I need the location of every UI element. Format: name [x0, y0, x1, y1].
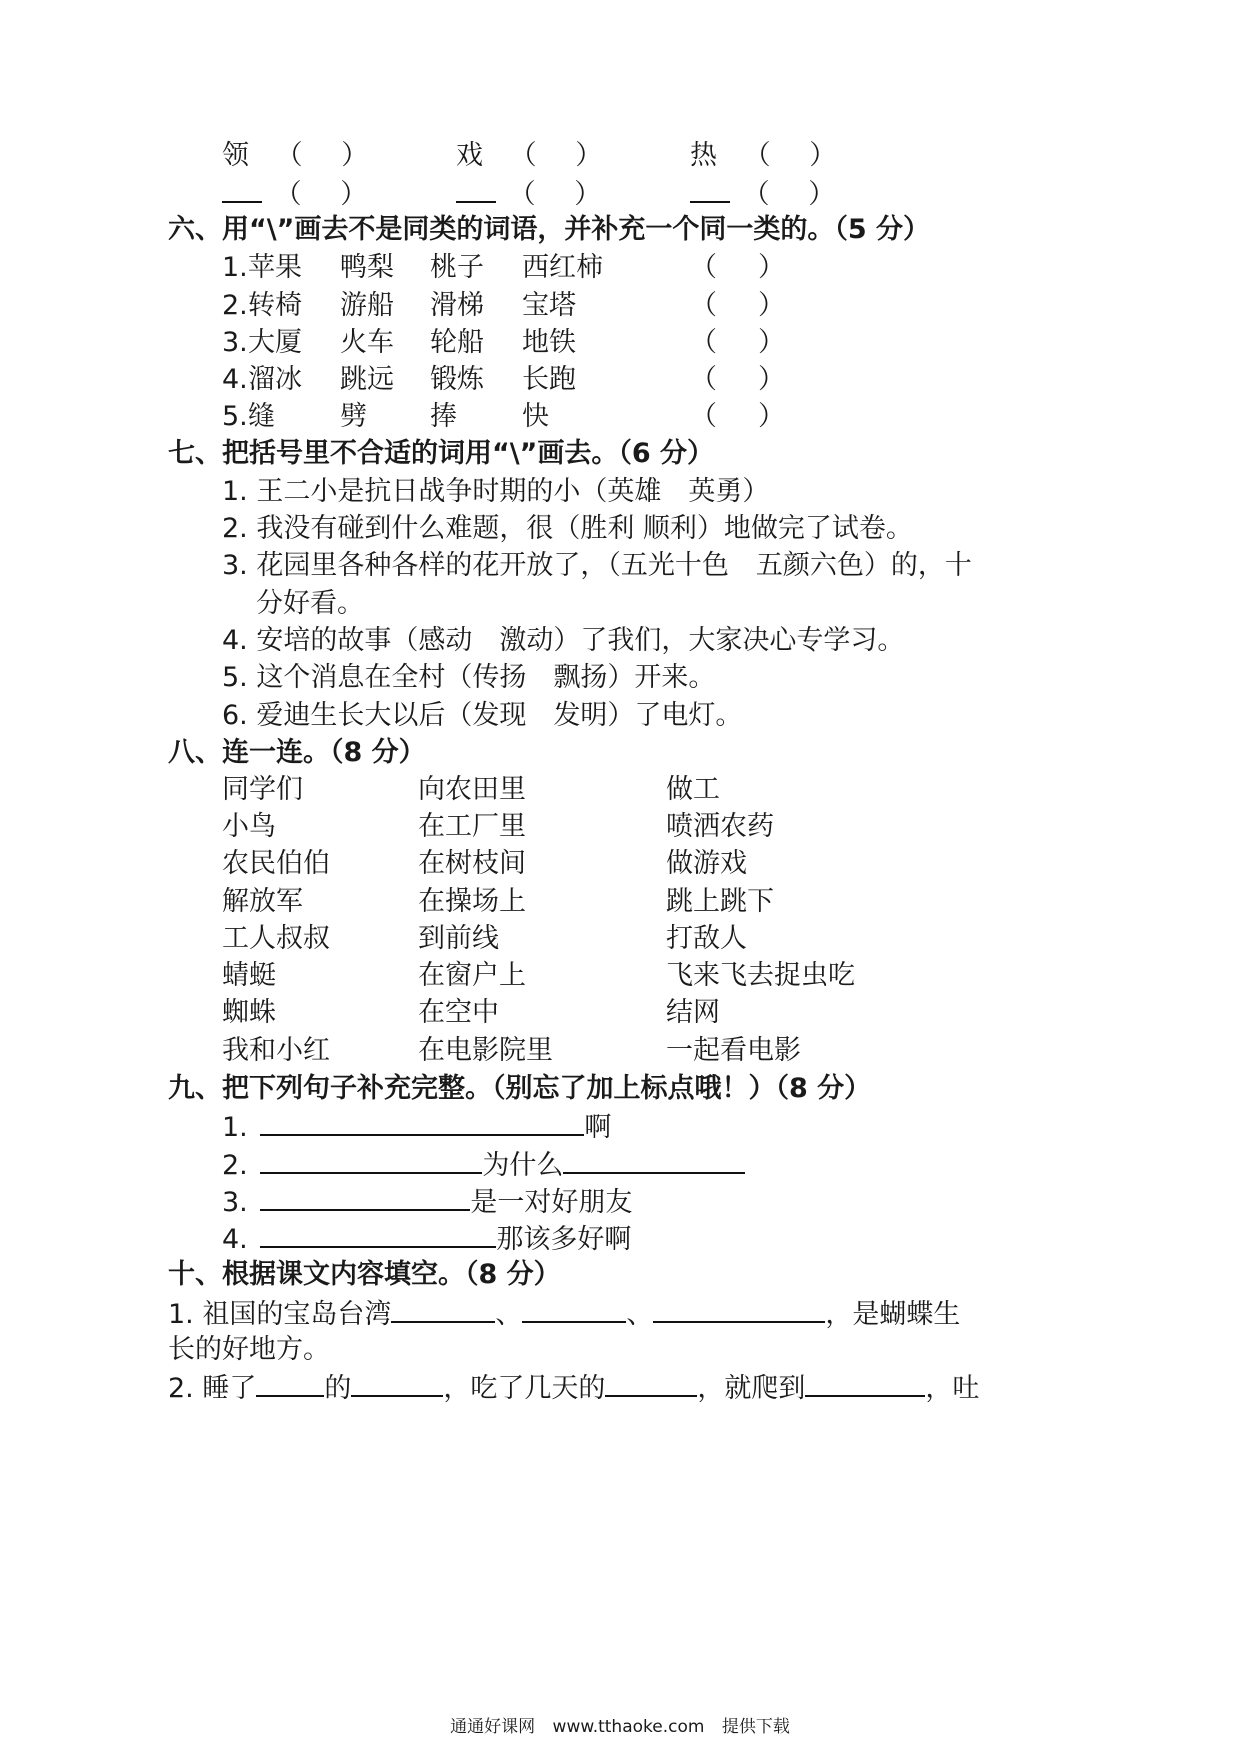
sentence-fragment: 啊: [584, 1112, 612, 1143]
sentence-item: 5. 这个消息在全村（传扬 飘扬）开来。: [222, 662, 716, 693]
match-cell-col2[interactable]: 在工厂里: [418, 811, 526, 842]
match-cell-col2[interactable]: 在树枝间: [418, 848, 526, 879]
paren-close: ）: [575, 140, 603, 171]
match-cell-col1[interactable]: 小鸟: [222, 811, 276, 842]
paren-open: （: [690, 252, 717, 283]
fill-sentence: [168, 1295, 960, 1333]
sentence-fragment: 为什么: [482, 1150, 564, 1181]
paren-open: （: [690, 290, 717, 321]
paren-open: （: [743, 140, 771, 171]
paren-close: ）: [808, 179, 836, 210]
word-row: [456, 175, 601, 213]
word-row: [222, 138, 368, 174]
fill-sentence: [222, 1220, 631, 1258]
word-row: [456, 138, 602, 174]
answer-blank[interactable]: [260, 1183, 470, 1211]
word-char: 热: [690, 140, 717, 171]
match-cell-col1[interactable]: 我和小红: [222, 1035, 330, 1066]
answer-blank[interactable]: [260, 1146, 482, 1174]
word: 轮船: [430, 327, 484, 358]
word: 大厦: [248, 327, 302, 358]
answer-blank[interactable]: [256, 1369, 324, 1397]
answer-blank[interactable]: [456, 175, 496, 203]
footer-site-name: 通通好课网: [450, 1717, 536, 1737]
word: 宝塔: [522, 290, 576, 321]
paren-open: （: [274, 179, 302, 210]
fill-sentence: [222, 1108, 611, 1146]
item-number: 2.: [222, 1150, 248, 1181]
match-cell-col1[interactable]: 蜻蜓: [222, 960, 276, 991]
footer-url[interactable]: www.tthaoke.com: [552, 1717, 705, 1737]
match-cell-col2[interactable]: 在空中: [418, 997, 499, 1028]
sentence-item: 6. 爱迪生长大以后（发现 发明）了电灯。: [222, 700, 743, 731]
item-number: 4.: [222, 1224, 248, 1255]
word: 快: [522, 401, 549, 432]
section-heading: 九、把下列句子补充完整。（别忘了加上标点哦！）（8 分）: [168, 1073, 872, 1104]
paren-close: ）: [758, 290, 785, 321]
answer-blank[interactable]: [222, 175, 262, 203]
item-number: 2.: [222, 290, 248, 321]
sentence-item: 2. 我没有碰到什么难题，很（胜利 顺利）地做完了试卷。: [222, 513, 913, 544]
word: 溜冰: [248, 364, 302, 395]
word-char: 领: [222, 140, 249, 171]
match-cell-col1[interactable]: 工人叔叔: [222, 923, 330, 954]
paren-open: （: [742, 179, 770, 210]
word-row: [690, 175, 835, 213]
match-cell-col1[interactable]: 蜘蛛: [222, 997, 276, 1028]
word: 跳远: [340, 364, 394, 395]
match-cell-col2[interactable]: 在电影院里: [418, 1035, 553, 1066]
word: 地铁: [522, 327, 576, 358]
match-cell-col3[interactable]: 飞来飞去捉虫吃: [666, 960, 855, 991]
word: 锻炼: [430, 364, 484, 395]
sentence-fragment: 那该多好啊: [496, 1224, 632, 1255]
match-cell-col3[interactable]: 做游戏: [666, 848, 747, 879]
sentence-fragment: 2. 睡了: [168, 1373, 257, 1404]
sentence-fragment: ，吐: [925, 1373, 980, 1404]
paren-open: （: [690, 401, 717, 432]
section-heading: 七、把括号里不合适的词用“\”画去。（6 分）: [168, 438, 715, 469]
match-cell-col2[interactable]: 在窗户上: [418, 960, 526, 991]
word: 滑梯: [430, 290, 484, 321]
answer-blank[interactable]: [260, 1108, 584, 1136]
answer-blank[interactable]: [260, 1220, 496, 1248]
word-row: [222, 175, 367, 213]
separator: 、: [495, 1299, 523, 1330]
fill-sentence: [222, 1183, 632, 1221]
word: 劈: [340, 401, 367, 432]
item-number: 1.: [222, 1112, 248, 1143]
paren-close: ）: [340, 179, 368, 210]
sentence-continuation: 分好看。: [256, 588, 364, 619]
paren-open: （: [275, 140, 303, 171]
sentence-fragment: 的: [324, 1373, 352, 1404]
word: 鸭梨: [340, 252, 394, 283]
section-heading: 八、连一连。（8 分）: [168, 737, 426, 768]
word: 缝: [248, 401, 275, 432]
paren-open: （: [690, 364, 717, 395]
sentence-continuation: 长的好地方。: [168, 1334, 330, 1365]
answer-blank[interactable]: [391, 1295, 495, 1323]
item-number: 3.: [222, 1187, 248, 1218]
sentence-fragment: 1. 祖国的宝岛台湾: [168, 1299, 392, 1330]
match-cell-col2[interactable]: 向农田里: [418, 774, 526, 805]
word: 长跑: [522, 364, 576, 395]
footer-note: 提供下载: [721, 1717, 790, 1737]
sentence-item: 4. 安培的故事（感动 激动）了我们，大家决心专学习。: [222, 625, 905, 656]
match-cell-col3[interactable]: 喷洒农药: [666, 811, 774, 842]
word: 捧: [430, 401, 457, 432]
word: 苹果: [248, 252, 302, 283]
answer-blank[interactable]: [690, 175, 730, 203]
answer-blank[interactable]: [805, 1369, 925, 1397]
item-number: 5.: [222, 401, 248, 432]
match-cell-col1[interactable]: 同学们: [222, 774, 303, 805]
paren-close: ）: [809, 140, 837, 171]
item-number: 4.: [222, 364, 248, 395]
sentence-fragment: ，吃了几天的: [443, 1373, 606, 1404]
paren-close: ）: [341, 140, 369, 171]
section-heading: 六、用“\”画去不是同类的词语，并补充一个同一类的。（5 分）: [168, 214, 931, 245]
match-cell-col3[interactable]: 跳上跳下: [666, 886, 774, 917]
answer-blank[interactable]: [351, 1369, 443, 1397]
paren-close: ）: [758, 327, 785, 358]
match-cell-col1[interactable]: 解放军: [222, 886, 303, 917]
match-cell-col3[interactable]: 做工: [666, 774, 720, 805]
word: 西红柿: [522, 252, 603, 283]
separator: 、: [626, 1299, 654, 1330]
word: 桃子: [430, 252, 484, 283]
item-number: 1.: [222, 252, 248, 283]
word: 火车: [340, 327, 394, 358]
answer-blank[interactable]: [653, 1295, 825, 1323]
match-cell-col2[interactable]: 在操场上: [418, 886, 526, 917]
answer-blank[interactable]: [522, 1295, 626, 1323]
paren-close: ）: [758, 252, 785, 283]
paren-close: ）: [758, 364, 785, 395]
sentence-fragment: 是一对好朋友: [470, 1187, 633, 1218]
match-cell-col1[interactable]: 农民伯伯: [222, 848, 330, 879]
item-number: 3.: [222, 327, 248, 358]
paren-close: ）: [574, 179, 602, 210]
page-footer: [0, 1716, 1240, 1738]
answer-blank[interactable]: [605, 1369, 697, 1397]
paren-open: （: [509, 140, 537, 171]
answer-blank[interactable]: [563, 1146, 745, 1174]
match-cell-col3[interactable]: 打敌人: [666, 923, 747, 954]
match-cell-col3[interactable]: 结网: [666, 997, 720, 1028]
paren-open: （: [508, 179, 536, 210]
sentence-fragment: ，就爬到: [697, 1373, 806, 1404]
word-char: 戏: [456, 140, 483, 171]
word-row: [690, 138, 836, 174]
word: 转椅: [248, 290, 302, 321]
match-cell-col3[interactable]: 一起看电影: [666, 1035, 801, 1066]
fill-sentence: [168, 1369, 979, 1407]
fill-sentence: [222, 1146, 745, 1184]
paren-close: ）: [758, 401, 785, 432]
sentence-item: 3. 花园里各种各样的花开放了，（五光十色 五颜六色）的，十: [222, 550, 972, 581]
sentence-item: 1. 王二小是抗日战争时期的小（英雄 英勇）: [222, 476, 770, 507]
sentence-fragment: ，是蝴蝶生: [825, 1299, 961, 1330]
section-heading: 十、根据课文内容填空。（8 分）: [168, 1259, 561, 1290]
word: 游船: [340, 290, 394, 321]
match-cell-col2[interactable]: 到前线: [418, 923, 499, 954]
paren-open: （: [690, 327, 717, 358]
